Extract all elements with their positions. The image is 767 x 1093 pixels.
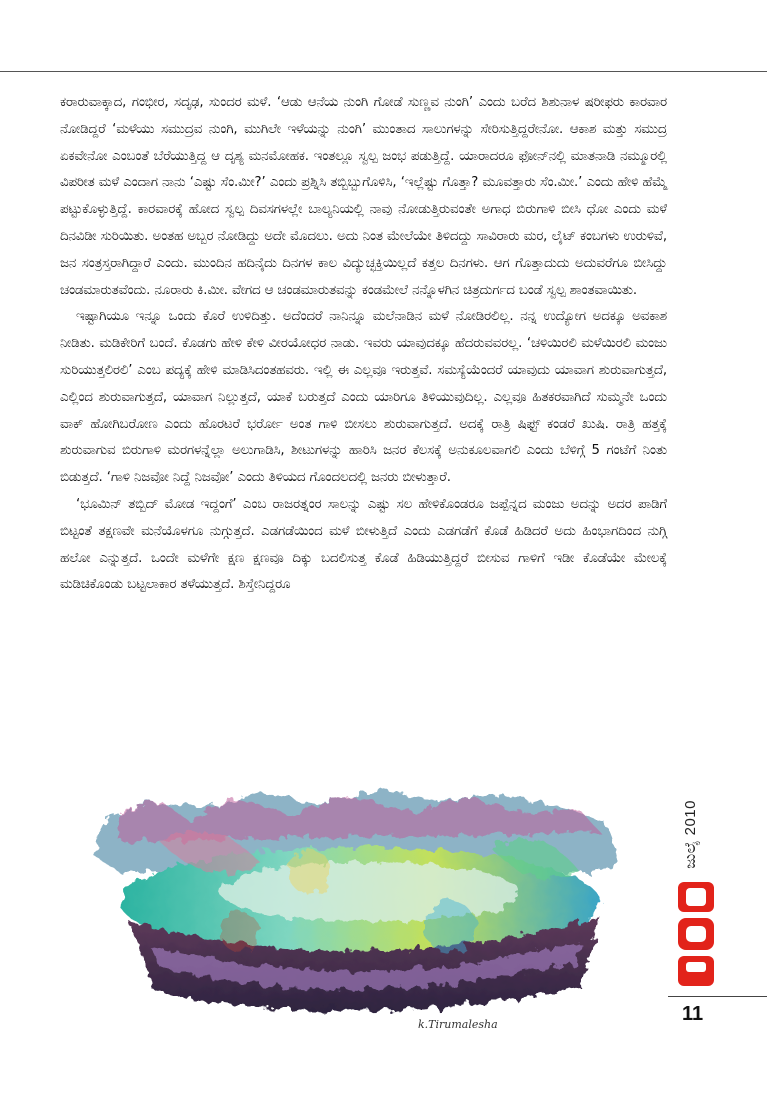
article-paragraph-3: ‘ಭೂಮಿನ್ ತಬ್ಬಿದ್ ಮೋಡ ಇದ್ದಂಗೆ’ ಎಂಬ ರಾಜರತ್ನಂರ ಸಾಲನ್ನು ಎಷ್ಟು ಸಲ ಹೇಳಿಕೊಂಡರೂ ಜಪ್ಪೆನ್ನದ ಮಂಜು ಅದನ್ನು ಅದರ ಪಾಡಿಗೆ ಬಿಟ್ಟಂತೆ ತಕ್ಷಣವೇ ಮನೆಯೊಳಗೂ ನುಗ್ಗುತ್ತದೆ. ಎಡಗಡೆಯಿಂದ ಮಳೆ ಬೀಳುತ್ತಿದೆ ಎಂದು ಎಡಗಡೆಗೆ ಕೊಡೆ ಹಿಡಿದರೆ ಅದು ಹಿಂಭಾಗದಿಂದ ನುಗ್ಗಿ ಹಲೋ ಎನ್ನುತ್ತದೆ. ಒಂದೇ ಮಳೆಗೇ ಕ್ಷಣ ಕ್ಷಣವೂ ದಿಕ್ಕು ಬದಲಿಸುತ್ತ ಕೊಡೆ ಹಿಡಿಯುತ್ತಿದ್ದರೆ ಬೀಸುವ ಗಾಳಿಗೆ ಇಡೀ ಕೊಡೆಯೇ ಮೇಲಕ್ಕೆ ಮಡಿಚಿಕೊಂಡು ಬಟ್ಟಲಾಕಾರ ತಳೆಯುತ್ತದೆ. ಶಿಸ್ತೇನಿದ್ದರೂ bbox=[60, 496, 667, 593]
article-paragraph-2: ಇಷ್ಟಾಗಿಯೂ ಇನ್ನೂ ಒಂದು ಕೊರೆ ಉಳಿದಿತ್ತು. ಅದೆಂದರೆ ನಾನಿನ್ನೂ ಮಲೆನಾಡಿನ ಮಳೆ ನೋಡಿರಲಿಲ್ಲ. ನನ್ನ ಉದ್ಯೋಗ ಅದಕ್ಕೂ ಅವಕಾಶ ನೀಡಿತು. ಮಡಿಕೇರಿಗೆ ಬಂದೆ. ಕೊಡಗು ಹೇಳಿ ಕೇಳಿ ವೀರಯೋಧರ ನಾಡು. ಇವರು ಯಾವುದಕ್ಕೂ ಹೆದರುವವರಲ್ಲ. ‘ಚಳಿಯಿರಲಿ ಮಳೆಯಿರಲಿ ಮಂಜು ಸುರಿಯುತ್ತಲಿರಲಿ’ ಎಂಬ ಪದ್ಯಕ್ಕೆ ಹೇಳಿ ಮಾಡಿಸಿದಂತಹವರು. ಇಲ್ಲಿ ಈ ಎಲ್ಲವೂ ಇರುತ್ತವೆ. ಸಮಸ್ಯೆಯೆಂದರೆ ಯಾವುದು ಯಾವಾಗ ಶುರುವಾಗುತ್ತದೆ, ಎಲ್ಲಿಂದ ಶುರುವಾಗುತ್ತದೆ, ಯಾವಾಗ ನಿಲ್ಲುತ್ತದೆ, ಯಾಕೆ ಬರುತ್ತದೆ ಎಂದು ಯಾರಿಗೂ ತಿಳಿಯುವುದಿಲ್ಲ. ಎಲ್ಲವೂ ಹಿತಕರವಾಗಿದೆ ಸುಮ್ಮನೇ ಒಂದು ವಾಕ್ ಹೋಗಿಬರೋಣ ಎಂದು ಹೊರಟರೆ ಭರ್ರೋ ಅಂತ ಗಾಳಿ ಬೀಸಲು ಶುರುವಾಗುತ್ತದೆ. ಅದಕ್ಕೆ ರಾತ್ರಿ ಷಿಫ್ಟ್ ಕಂಡರೆ ಖುಷಿ. ರಾತ್ರಿ ಹತ್ತಕ್ಕೆ ಶುರುವಾಗುವ ಬಿರುಗಾಳಿ ಮರಗಳನ್ನೆಲ್ಲಾ ಅಲುಗಾಡಿಸಿ, ಶೀಟುಗಳನ್ನು ಹಾರಿಸಿ ಜನರ ಕೆಲಸಕ್ಕೆ ಅನುಕೂಲವಾಗಲಿ ಎಂದು ಬೆಳಿಗ್ಗೆ 5 ಗಂಟೆಗೆ ನಿಂತು ಬಿಡುತ್ತದೆ. ‘ಗಾಳಿ ನಿಜವೋ ನಿದ್ದೆ ನಿಜವೋ’ ಎಂದು ತಿಳಿಯದ ಗೊಂದಲದಲ್ಲಿ ಜನರು ಬೀಳುತ್ತಾರೆ. bbox=[60, 309, 667, 486]
mayura-masthead-logo bbox=[676, 880, 716, 988]
sidebar-rule bbox=[668, 996, 767, 997]
artist-signature: k.Tirumalesha bbox=[418, 1018, 498, 1031]
page-number: 11 bbox=[682, 1003, 704, 1025]
top-rule bbox=[0, 71, 767, 72]
issue-dateline: ಜುಲೈ 2010 bbox=[682, 800, 699, 869]
article-paragraph-1: ಕರಾರುವಾಕ್ಕಾದ, ಗಂಭೀರ, ಸದೃಢ, ಸುಂದರ ಮಳೆ. ‘ಆಡು ಆನೆಯ ನುಂಗಿ ಗೋಡೆ ಸುಣ್ಣವ ನುಂಗಿ’ ಎಂದು ಬರೆದ ಶಿಶುನಾಳ ಷರೀಫರು ಕಾರವಾರ ನೋಡಿದ್ದರೆ ‘ಮಳೆಯು ಸಮುದ್ರವ ನುಂಗಿ, ಮುಗಿಲೇ ಇಳೆಯನ್ನು ನುಂಗಿ’ ಮುಂತಾದ ಸಾಲುಗಳನ್ನು ಸೇರಿಸುತ್ತಿದ್ದರೇನೋ. ಆಕಾಶ ಮತ್ತು ಸಮುದ್ರ ಏಕವೇನೋ ಎಂಬಂತೆ ಬೆರೆಯುತ್ತಿದ್ದ ಆ ದೃಶ್ಯ ಮನಮೋಹಕ. ಇಂತಲ್ಲೂ ಸ್ವಲ್ಪ ಜಂಭ ಪಡುತ್ತಿದ್ದೆ. ಯಾರಾದರೂ ಫೋನ್‌ನಲ್ಲಿ ಮಾತನಾಡಿ ನಮ್ಮೂರಲ್ಲಿ ವಿಪರೀತ ಮಳೆ ಎಂದಾಗ ನಾನು ‘ಎಷ್ಟು ಸೆಂ.ಮೀ?’ ಎಂದು ಪ್ರಶ್ನಿಸಿ ತಬ್ಬಿಬ್ಬುಗೊಳಿಸಿ, ‘ಇಲ್ಲೆಷ್ಟು ಗೊತ್ತಾ? ಮೂವತ್ತಾರು ಸೆಂ.ಮೀ.’ ಎಂದು ಹೇಳಿ ಹೆಮ್ಮೆ ಪಟ್ಟುಕೊಳ್ಳುತ್ತಿದ್ದೆ. ಕಾರವಾರಕ್ಕೆ ಹೋದ ಸ್ವಲ್ಪ ದಿವಸಗಳಲ್ಲೇ ಬಾಲ್ಯನಿಯಲ್ಲಿ ನಾವು ನೋಡುತ್ತಿರುವಂತೇ ಅಗಾಧ ಬಿರುಗಾಳಿ ಬೀಸಿ ಧೋ ಎಂದು ಮಳೆ ದಿನವಿಡೀ ಸುರಿಯಿತು. ಅಂತಹ ಅಬ್ಬರ ನೋಡಿದ್ದು ಅದೇ ಮೊದಲು. ಅದು ನಿಂತ ಮೇಲೆಯೇ ತಿಳಿದದ್ದು ಸಾವಿರಾರು ಮರ, ಲೈಟ್ ಕಂಬಗಳು ಉರುಳಿವೆ, ಜನ ಸಂತ್ರಸ್ತರಾಗಿದ್ದಾರೆ ಎಂದು. ಮುಂದಿನ ಹದಿನೈದು ದಿನಗಳ ಕಾಲ ವಿದ್ಯುಚ್ಛಕ್ತಿಯಿಲ್ಲದೆ ಕತ್ತಲ ದಿನಗಳು. ಆಗ ಗೊತ್ತಾದುದು ಅದುವರೆಗೂ ಬೀಸಿದ್ದು ಚಂಡಮಾರುತವೆಂದು. ನೂರಾರು ಕಿ.ಮೀ. ವೇಗದ ಆ ಚಂಡಮಾರುತವನ್ನು ಕಂಡಮೇಲೆ ನನ್ನೊಳಗಿನ ಚಿತ್ರದುರ್ಗದ ಬಂಡೆ ಸ್ವಲ್ಪ ಶಾಂತವಾಯಿತು. bbox=[60, 95, 667, 298]
article-body bbox=[60, 90, 667, 599]
abstract-painting-illustration bbox=[60, 752, 653, 1040]
